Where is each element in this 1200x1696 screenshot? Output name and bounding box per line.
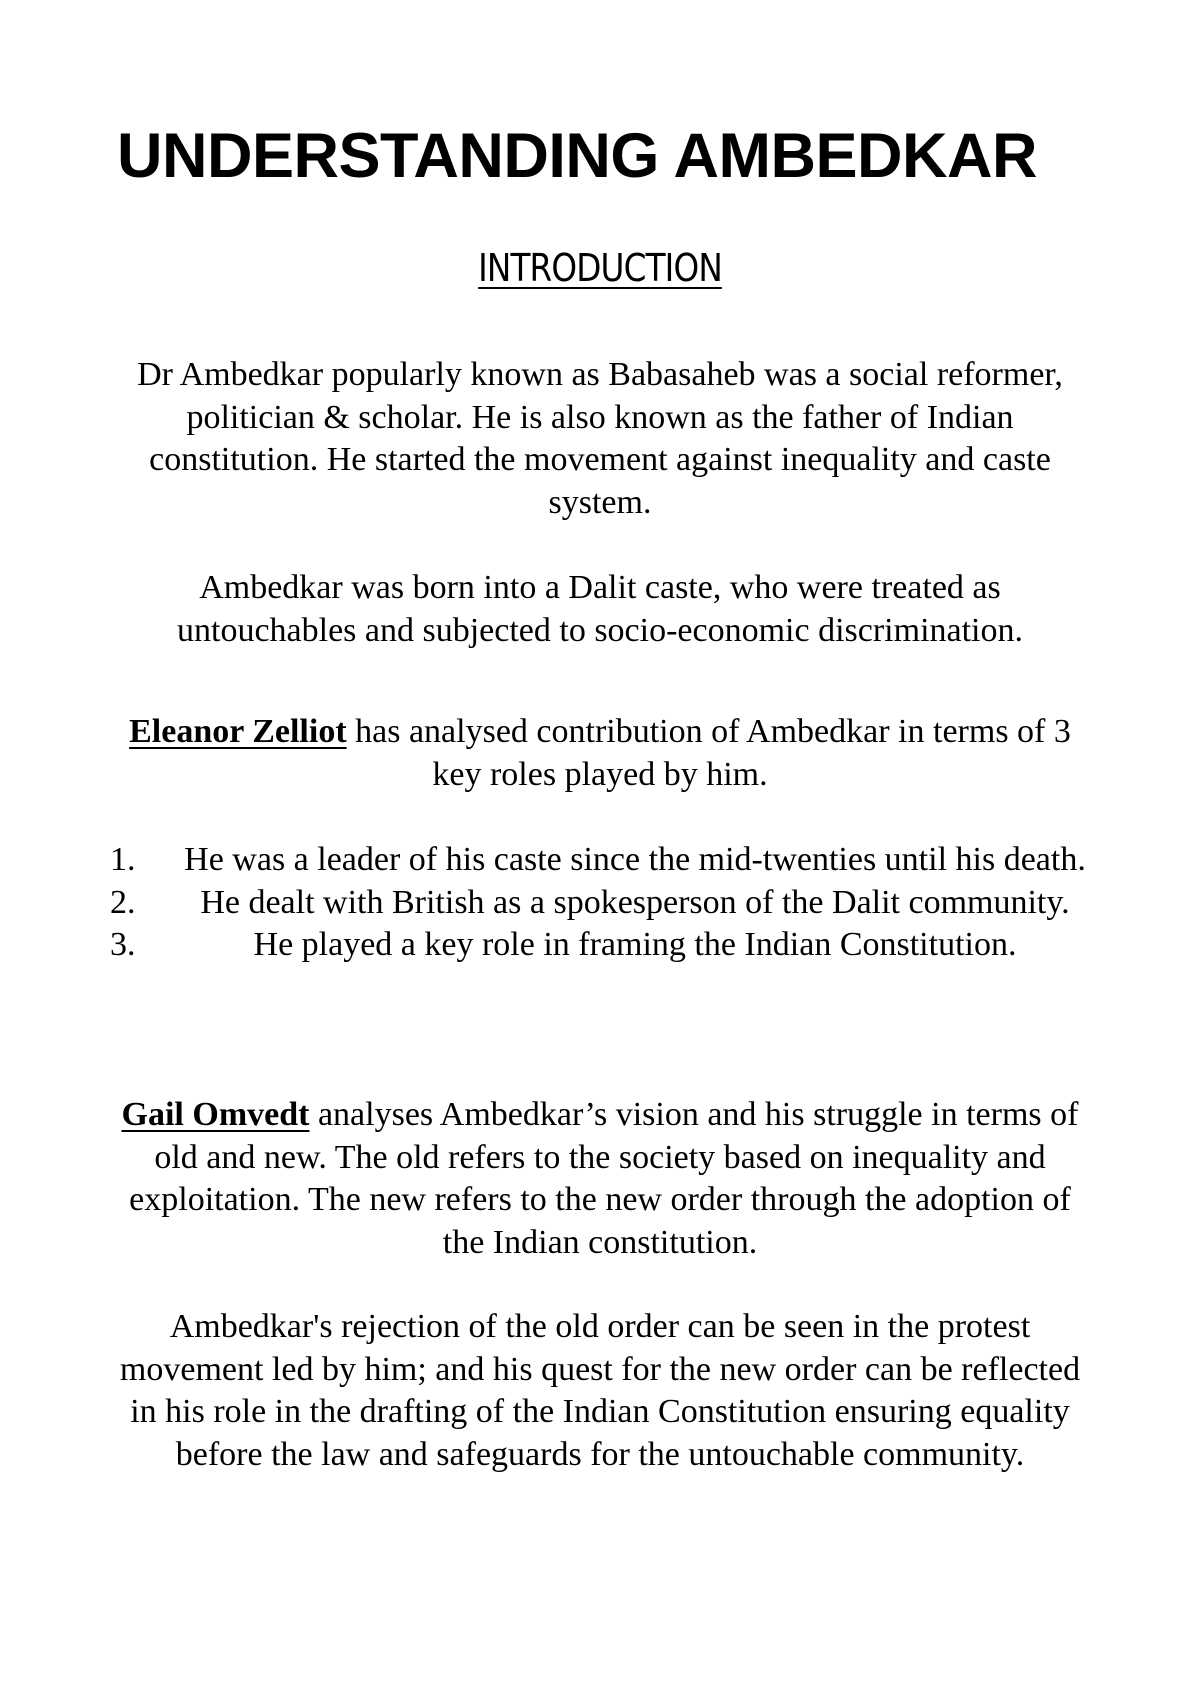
list-item-number: 1. [110,841,136,878]
list-item-number: 2. [110,883,136,921]
omvedt-paragraph [110,1094,1090,1264]
list-item [110,839,1090,882]
birth-paragraph: Ambedkar was born into a Dalit caste, who were treated as untouchables and subjected to socio-economic discrimination. [177,569,1023,649]
omvedt-text: analyses Ambedkar’s vision and his struggle in terms of old and new. The old refers to the society based on inequality and exploitation. The new refers to the new order through the adoption of the Indian constitution. [129,1096,1079,1261]
key-roles-list [110,839,1090,967]
list-item-text: He was a leader of his caste since the mid-twenties until his death. [184,841,1086,878]
list-item [110,882,1090,925]
document-title: UNDERSTANDING AMBEDKAR [117,121,1037,191]
zelliot-name: Eleanor Zelliot [129,713,347,750]
zelliot-paragraph [110,711,1090,796]
conclusion-paragraph: Ambedkar's rejection of the old order can be seen in the protest movement led by him; and his quest for the new order can be reflected in his role in the drafting of the Indian Constitution ensuring equality before the law and safeguards for the untouchable community. [119,1308,1081,1473]
section-heading [84,242,1116,294]
intro-paragraph: Dr Ambedkar popularly known as Babasaheb was a social reformer, politician & scholar. He is also known as the father of Indian constitution. He started the movement against inequality and caste system. [137,356,1063,521]
list-item-number: 3. [110,926,136,963]
list-item-text: He dealt with British as a spokesperson of the Dalit community. [200,883,1070,921]
list-item [110,924,1090,967]
list-item-text: He played a key role in framing the Indian Constitution. [253,926,1017,963]
zelliot-text: has analysed contribution of Ambedkar in terms of 3 key roles played by him. [346,713,1071,793]
omvedt-name: Gail Omvedt [121,1096,310,1133]
section-heading-text: INTRODUCTION [478,246,722,290]
